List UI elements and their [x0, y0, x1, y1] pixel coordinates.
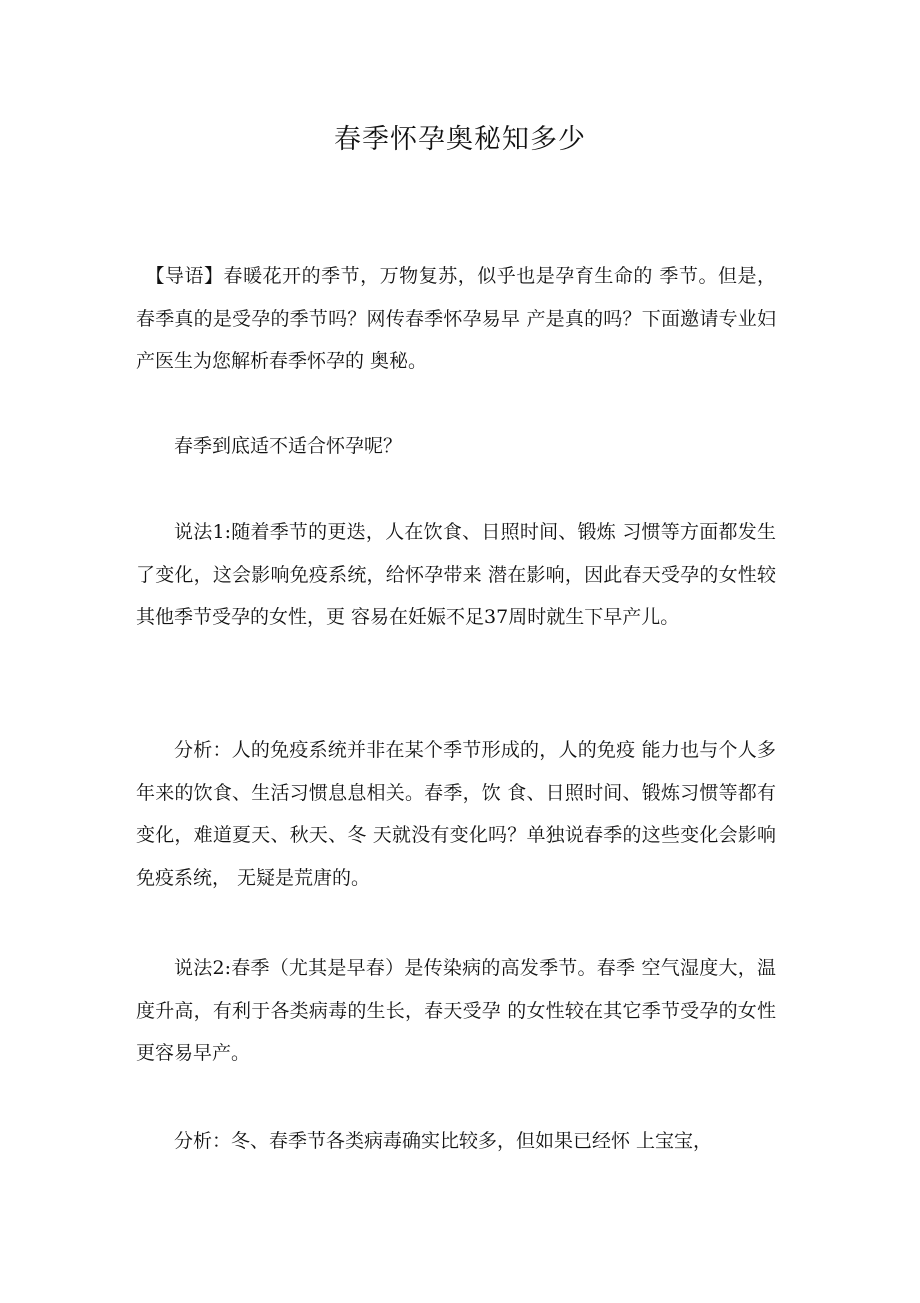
- claim-2-paragraph: 说法2:春季（尤其是早春）是传染病的高发季节。春季 空气湿度大，温度升高，有利于各类病毒的生长，春天受孕 的女性较在其它季节受孕的女性更容易早产。: [136, 957, 776, 1064]
- analysis-1-paragraph: 分析：人的免疫系统并非在某个季节形成的，人的免疫 能力也与个人多年来的饮食、生活习惯息息相关。春季，饮 食、日照时间、锻炼习惯等都有变化，难道夏天、秋天、冬 天就没有变化吗？单独说春季的这些变化会影响免疫系统， 无疑是荒唐的。: [136, 739, 776, 889]
- claim-1-paragraph: 说法1:随着季节的更迭，人在饮食、日照时间、锻炼 习惯等方面都发生了变化，这会影响免疫系统，给怀孕带来 潜在影响，因此春天受孕的女性较其他季节受孕的女性，更 容易在妊娠不足37周时就生下早产儿。: [136, 521, 776, 628]
- intro-paragraph: 【导语】春暖花开的季节，万物复苏，似乎也是孕育生命的 季节。但是，春季真的是受孕的季节吗？网传春季怀孕易早 产是真的吗？下面邀请专业妇产医生为您解析春季怀孕的 奥秘。: [136, 265, 776, 372]
- section-question: 春季到底适不适合怀孕呢？: [174, 435, 403, 457]
- analysis-2-paragraph: 分析：冬、春季节各类病毒确实比较多，但如果已经怀 上宝宝，: [174, 1130, 713, 1152]
- document-title: 春季怀孕奥秘知多少: [334, 124, 586, 155]
